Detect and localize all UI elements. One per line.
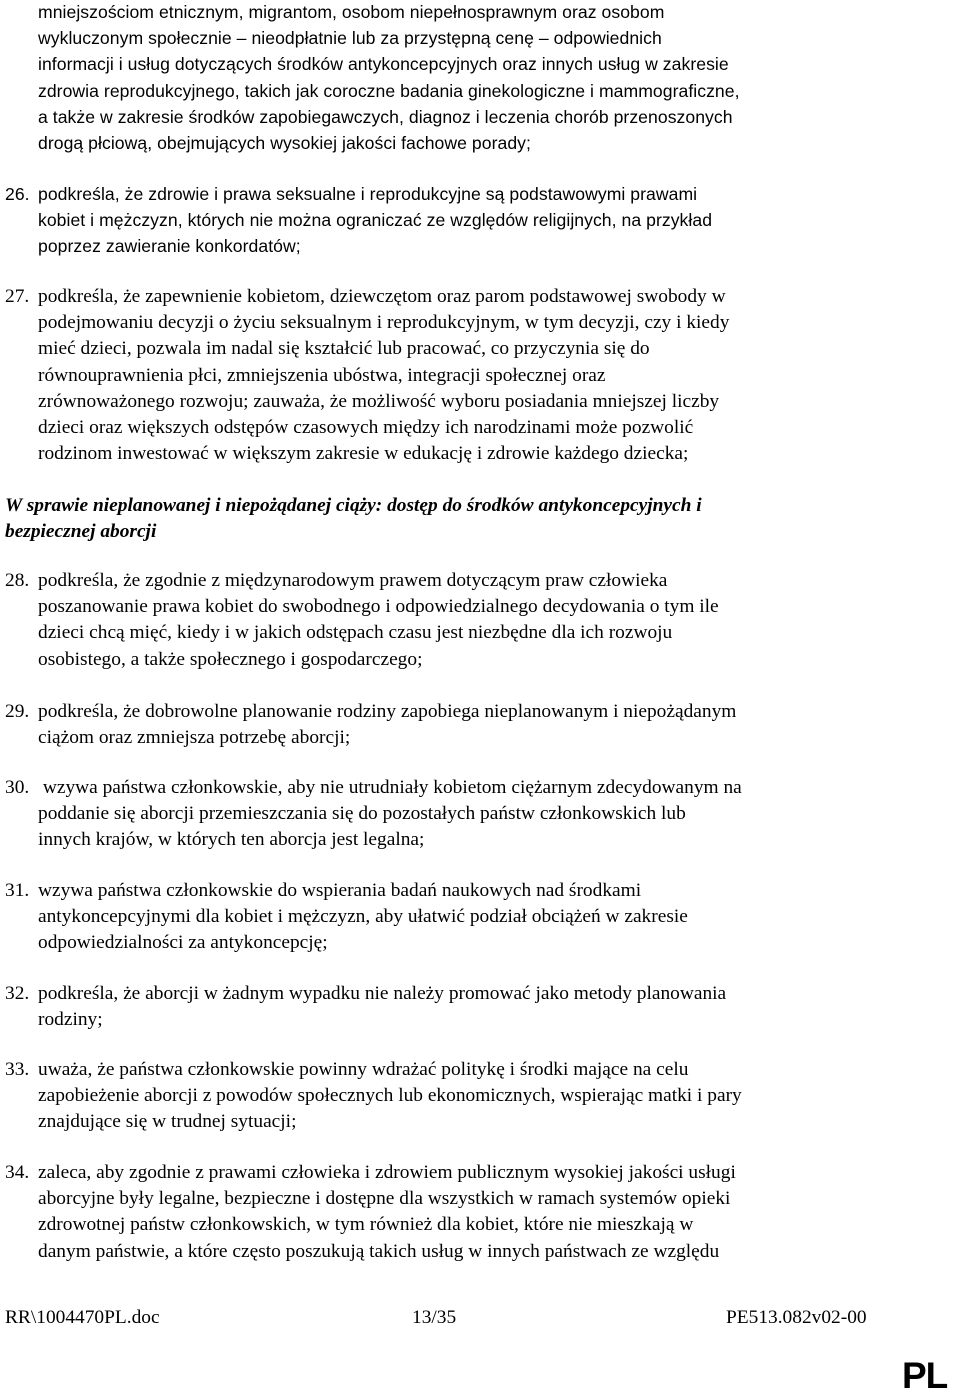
footer-pe-reference: PE513.082v02-00 <box>726 1307 867 1328</box>
paragraph-number: 28. <box>5 570 30 591</box>
language-code: PL <box>902 1355 948 1396</box>
paragraph-34 <box>5 1160 890 1265</box>
paragraph-30 <box>5 775 890 854</box>
text-line: podkreśla, że zdrowie i prawa seksualne i reprodukcyjne są podstawowymi prawami <box>38 184 698 204</box>
text-line: podkreśla, że zgodnie z międzynarodowym prawem dotyczącym praw człowieka <box>38 570 668 591</box>
text-line: wzywa państwa członkowskie do wspierania badań naukowych nad środkami <box>38 880 642 901</box>
paragraph-27 <box>5 284 890 467</box>
text-line: zrównoważonego rozwoju; zauważa, że możliwość wyboru posiadania mniejszej liczby <box>38 390 720 412</box>
text-line: informacji i usług dotyczących środków antykoncepcyjnych oraz innych usług w zakresie <box>38 54 729 75</box>
text-line: ciążom oraz zmniejsza potrzebę aborcji; <box>38 727 351 749</box>
text-line: wykluczonym społecznie – nieodpłatnie lub za przystępną cenę – odpowiednich <box>38 28 662 49</box>
paragraph-continuation <box>5 0 923 156</box>
text-line: znajdujące się w trudnej sytuacji; <box>38 1111 297 1133</box>
text-line: mieć dzieci, pozwala im nadal się kształcić lub pracować, co przyczynia się do <box>38 338 650 360</box>
text-line: dzieci chcą mięć, kiedy i w jakich odstępach czasu jest niezbędne dla ich rozwoju <box>38 622 673 644</box>
paragraph-number: 26. <box>5 184 30 204</box>
text-line: równouprawnienia płci, zmniejszenia ubóstwa, integracji społecznej oraz <box>38 364 606 386</box>
section-heading <box>5 493 890 545</box>
paragraph-33 <box>5 1057 890 1136</box>
paragraph-number: 32. <box>5 983 30 1004</box>
text-line: zdrowotnej państw członkowskich, w tym również dla kobiet, które nie mieszkają w <box>38 1214 694 1236</box>
text-line: innych krajów, w których ten aborcja jest legalna; <box>38 829 425 851</box>
text-line: uważa, że państwa członkowskie powinny wdrażać politykę i środki mające na celu <box>38 1059 689 1080</box>
text-line: podkreśla, że dobrowolne planowanie rodziny zapobiega nieplanowanym i niepożądanym <box>38 701 737 722</box>
paragraph-number: 27. <box>5 286 30 307</box>
footer-doc-reference: RR\1004470PL.doc <box>5 1307 160 1328</box>
text-line: poddanie się aborcji przemieszczania się do pozostałych państw członkowskich lub <box>38 803 686 825</box>
text-line: drogą płciową, obejmujących wysokiej jakości fachowe porady; <box>38 133 531 154</box>
text-line: podkreśla, że zapewnienie kobietom, dziewczętom oraz parom podstawowej swobody w <box>38 286 726 307</box>
footer-page-number: 13/35 <box>412 1307 457 1328</box>
text-line: zdrowia reprodukcyjnego, takich jak coroczne badania ginekologiczne i mammograficzne, <box>38 80 740 101</box>
heading-line: bezpiecznej aborcji <box>5 521 157 543</box>
paragraph-31 <box>5 878 890 957</box>
paragraph-29 <box>5 699 890 751</box>
text-line: podejmowaniu decyzji o życiu seksualnym i reprodukcyjnym, w tym decyzji, czy i kiedy <box>38 312 730 334</box>
text-line: danym państwie, a które często poszukują takich usług w innych państwach ze względu <box>38 1240 720 1262</box>
paragraph-number: 29. <box>5 701 30 722</box>
paragraph-number: 30. <box>5 777 30 798</box>
text-line: dzieci oraz większych odstępów czasowych między ich narodzinami może pozwolić <box>38 417 694 439</box>
text-line: antykoncepcyjnymi dla kobiet i mężczyzn, aby ułatwić podział obciążeń w zakresie <box>38 906 688 928</box>
heading-line: W sprawie nieplanowanej i niepożądanej ciąży: dostęp do środków antykoncepcyjnych i <box>5 495 702 516</box>
text-line: aborcyjne były legalne, bezpieczne i dostępne dla wszystkich w ramach systemów opieki <box>38 1188 731 1210</box>
paragraph-number: 31. <box>5 880 30 901</box>
text-line: poprzez zawieranie konkordatów; <box>38 236 301 257</box>
text-line: wzywa państwa członkowskie, aby nie utrudniały kobietom ciężarnym zdecydowanym na <box>38 777 742 798</box>
text-line: podkreśla, że aborcji w żadnym wypadku nie należy promować jako metody planowania <box>38 983 727 1004</box>
paragraph-number: 34. <box>5 1162 30 1183</box>
text-line: osobistego, a także społecznego i gospodarczego; <box>38 648 423 670</box>
text-line: poszanowanie prawa kobiet do swobodnego i odpowiedzialnego decydowania o tym ile <box>38 596 719 618</box>
text-line: a także w zakresie środków zapobiegawczych, diagnoz i leczenia chorób przenoszonych <box>38 106 733 127</box>
text-line: mniejszościom etnicznym, migrantom, osobom niepełnosprawnym oraz osobom <box>38 2 665 22</box>
text-line: zapobieżenie aborcji z powodów społecznych lub ekonomicznych, wspierając matki i pary <box>38 1085 742 1107</box>
text-line: odpowiedzialności za antykoncepcję; <box>38 932 328 954</box>
paragraph-26 <box>5 181 890 260</box>
text-line: rodzinom inwestować w większym zakresie w edukację i zdrowie każdego dziecka; <box>38 443 689 465</box>
text-line: kobiet i mężczyzn, których nie można ograniczać ze względów religijnych, na przykład <box>38 210 713 231</box>
text-line: zaleca, aby zgodnie z prawami człowieka i zdrowiem publicznym wysokiej jakości usługi <box>38 1162 736 1183</box>
paragraph-32 <box>5 981 890 1033</box>
paragraph-28 <box>5 568 890 673</box>
text-line: rodziny; <box>38 1009 103 1031</box>
paragraph-number: 33. <box>5 1059 30 1080</box>
